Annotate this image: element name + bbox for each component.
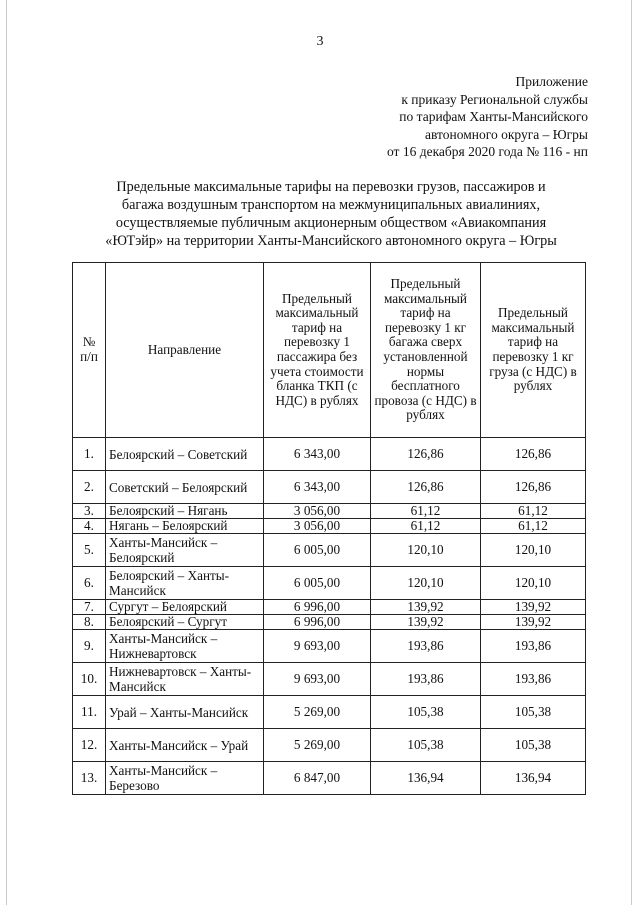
table-row: [73, 663, 586, 696]
table-body: [73, 438, 586, 795]
table-row: [73, 696, 586, 729]
row-passenger-tariff: 5 269,00: [264, 729, 371, 762]
document-title: [80, 178, 582, 250]
row-number: 7.: [73, 600, 106, 615]
row-direction: Ханты-Мансийск – Нижневартовск: [106, 630, 264, 663]
appendix-line: Приложение: [515, 74, 588, 89]
header-passenger-tariff: Предельный максимальный тариф на перевозку 1 пассажира без учета стоимости бланка ТКП (с НДС) в рублях: [264, 263, 371, 438]
row-passenger-tariff: 6 005,00: [264, 567, 371, 600]
table-row: [73, 600, 586, 615]
row-passenger-tariff: 3 056,00: [264, 519, 371, 534]
row-cargo-tariff: 136,94: [481, 762, 586, 795]
table-row: [73, 471, 586, 504]
table-header-row: [73, 263, 586, 438]
row-baggage-tariff: 193,86: [371, 663, 481, 696]
page-number: 3: [316, 34, 324, 49]
row-direction: Белоярский – Нягань: [106, 504, 264, 519]
row-direction: Советский – Белоярский: [106, 471, 264, 504]
row-direction: Ханты-Мансийск – Урай: [106, 729, 264, 762]
row-number: 13.: [73, 762, 106, 795]
table-row: [73, 729, 586, 762]
row-baggage-tariff: 120,10: [371, 567, 481, 600]
row-number: 11.: [73, 696, 106, 729]
row-cargo-tariff: 105,38: [481, 696, 586, 729]
row-passenger-tariff: 9 693,00: [264, 663, 371, 696]
row-cargo-tariff: 120,10: [481, 567, 586, 600]
row-baggage-tariff: 139,92: [371, 615, 481, 630]
appendix-line: к приказу Региональной службы: [401, 91, 588, 107]
row-direction: Белоярский – Советский: [106, 438, 264, 471]
row-direction: Ханты-Мансийск – Белоярский: [106, 534, 264, 567]
row-baggage-tariff: 126,86: [371, 438, 481, 471]
scan-edge-right: [631, 0, 632, 905]
header-baggage-tariff: Предельный максимальный тариф на перевозку 1 кг багажа сверх установленной нормы бесплатного провоза (с НДС) в рублях: [371, 263, 481, 438]
row-baggage-tariff: 193,86: [371, 630, 481, 663]
row-cargo-tariff: 120,10: [481, 534, 586, 567]
row-cargo-tariff: 61,12: [481, 504, 586, 519]
row-cargo-tariff: 126,86: [481, 471, 586, 504]
row-number: 10.: [73, 663, 106, 696]
table-row: [73, 762, 586, 795]
row-direction: Ханты-Мансийск – Березово: [106, 762, 264, 795]
title-line: «ЮТэйр» на территории Ханты-Мансийского автономного округа – Югры: [105, 233, 557, 249]
row-baggage-tariff: 61,12: [371, 519, 481, 534]
table-row: [73, 534, 586, 567]
table-row: [73, 630, 586, 663]
row-number: 2.: [73, 471, 106, 504]
row-passenger-tariff: 5 269,00: [264, 696, 371, 729]
row-number: 5.: [73, 534, 106, 567]
row-baggage-tariff: 136,94: [371, 762, 481, 795]
row-cargo-tariff: 139,92: [481, 600, 586, 615]
row-number: 6.: [73, 567, 106, 600]
row-passenger-tariff: 6 996,00: [264, 615, 371, 630]
row-direction: Сургут – Белоярский: [106, 600, 264, 615]
appendix-line: автономного округа – Югры: [425, 126, 588, 142]
row-cargo-tariff: 126,86: [481, 438, 586, 471]
header-cargo-tariff: Предельный максимальный тариф на перевозку 1 кг груза (с НДС) в рублях: [481, 263, 586, 438]
row-baggage-tariff: 105,38: [371, 696, 481, 729]
row-baggage-tariff: 61,12: [371, 504, 481, 519]
row-passenger-tariff: 6 343,00: [264, 471, 371, 504]
row-direction: Нижневартовск – Ханты-Мансийск: [106, 663, 264, 696]
table-row: [73, 519, 586, 534]
appendix-line: по тарифам Ханты-Мансийского: [399, 109, 588, 124]
header-number: № п/п: [73, 263, 106, 438]
row-baggage-tariff: 126,86: [371, 471, 481, 504]
table-row: [73, 504, 586, 519]
row-direction: Нягань – Белоярский: [106, 519, 264, 534]
title-line: осуществляемые публичным акционерным обществом «Авиакомпания: [115, 215, 547, 231]
title-line: Предельные максимальные тарифы на перевозки грузов, пассажиров и: [116, 179, 546, 195]
tariff-table: [72, 262, 586, 795]
appendix-block: [288, 73, 588, 161]
row-passenger-tariff: 3 056,00: [264, 504, 371, 519]
row-cargo-tariff: 193,86: [481, 663, 586, 696]
row-passenger-tariff: 6 996,00: [264, 600, 371, 615]
row-number: 4.: [73, 519, 106, 534]
row-number: 1.: [73, 438, 106, 471]
row-passenger-tariff: 6 847,00: [264, 762, 371, 795]
row-direction: Белоярский – Ханты-Мансийск: [106, 567, 264, 600]
row-number: 3.: [73, 504, 106, 519]
title-line: багажа воздушным транспортом на межмуниципальных авиалиниях,: [121, 197, 541, 213]
row-cargo-tariff: 105,38: [481, 729, 586, 762]
table-row: [73, 438, 586, 471]
row-passenger-tariff: 6 343,00: [264, 438, 371, 471]
row-baggage-tariff: 139,92: [371, 600, 481, 615]
row-passenger-tariff: 6 005,00: [264, 534, 371, 567]
row-number: 8.: [73, 615, 106, 630]
table-row: [73, 615, 586, 630]
row-cargo-tariff: 193,86: [481, 630, 586, 663]
row-direction: Белоярский – Сургут: [106, 615, 264, 630]
row-direction: Урай – Ханты-Мансийск: [106, 696, 264, 729]
row-passenger-tariff: 9 693,00: [264, 630, 371, 663]
header-direction: Направление: [106, 263, 264, 438]
scan-edge-left: [6, 0, 7, 905]
row-baggage-tariff: 120,10: [371, 534, 481, 567]
row-cargo-tariff: 139,92: [481, 615, 586, 630]
row-cargo-tariff: 61,12: [481, 519, 586, 534]
table-row: [73, 567, 586, 600]
row-baggage-tariff: 105,38: [371, 729, 481, 762]
appendix-line: от 16 декабря 2020 года № 116 - нп: [386, 144, 588, 159]
row-number: 9.: [73, 630, 106, 663]
row-number: 12.: [73, 729, 106, 762]
